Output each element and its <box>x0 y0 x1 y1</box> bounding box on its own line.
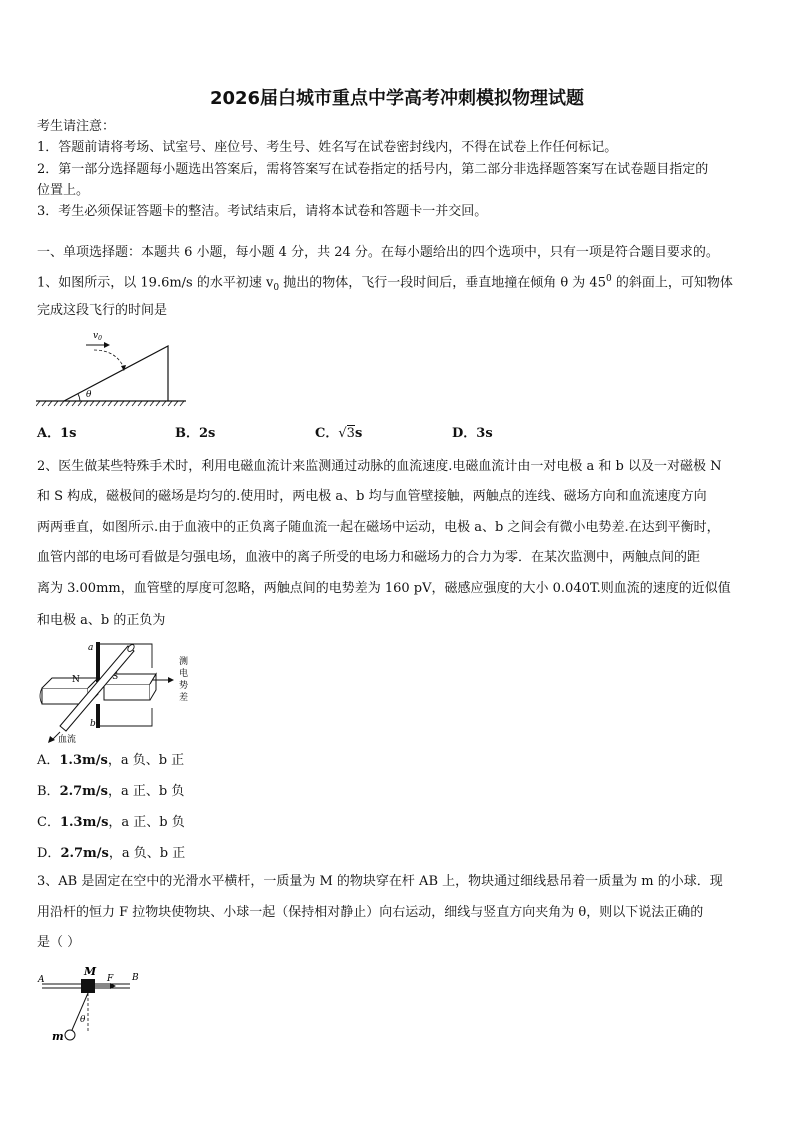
page-title: 2026届白城市重点中学高考冲刺模拟物理试题 <box>209 88 585 109</box>
block-m <box>81 979 95 993</box>
option-a[interactable]: A．1.3m/s，a 负、b 正 <box>37 753 185 768</box>
notice-item: 2．第一部分选择题每小题选出答案后，需将答案写在试卷指定的括号内，第二部分非选择题答案写在试卷题目指定的 <box>37 162 709 177</box>
q3-stem-line: 用沿杆的恒力 F 拉物块使物块、小球一起（保持相对静止）向右运动，细线与竖直方向夹角为 θ，则以下说法正确的 <box>37 905 704 920</box>
b-label: b <box>90 719 96 729</box>
ground-line <box>36 401 186 406</box>
q3-stem-line: 3、AB 是固定在空中的光滑水平横杆，一质量为 M 的物块穿在杆 AB 上，物块通过细线悬吊着一质量为 m 的小球．现 <box>37 874 723 889</box>
q1-figure <box>36 324 186 410</box>
notice-heading: 考生请注意： <box>37 119 116 134</box>
flow-label: 血流 <box>58 735 77 744</box>
q2-figure <box>38 638 196 744</box>
q2-stem-line: 离为 3.00mm，血管壁的厚度可忽略，两触点间的电势差为 160 pV，磁感应强度的大小 0.040T.则血流的速度的近似值 <box>37 581 731 596</box>
q2-stem-line: 和电极 a、b 的正负为 <box>37 613 166 628</box>
q2-stem-line: 两两垂直，如图所示.由于血液中的正负离子随血流一起在磁场中运动，电极 a、b 之间会有微小电势差.在达到平衡时， <box>37 520 720 535</box>
incline <box>64 346 168 401</box>
electrode-a <box>96 642 100 682</box>
s-label: S <box>112 672 119 682</box>
wire <box>100 708 152 726</box>
sqrt-icon: √ <box>338 426 347 441</box>
option-d[interactable]: D．3s <box>452 426 493 441</box>
magnet-s <box>104 684 150 700</box>
n-label: N <box>72 675 80 685</box>
electrode-b <box>96 704 100 728</box>
q2-stem-line: 2、医生做某些特殊手术时，利用电磁血流计来监测通过动脉的血流速度.电磁血流计由一对电极 a 和 b 以及一对磁极 N <box>37 459 722 474</box>
measure-label: 测 <box>179 657 189 667</box>
force-label: F <box>107 974 114 984</box>
q1-stem-line: 完成这段飞行的时间是 <box>37 303 168 318</box>
notice-item: 1．答题前请将考场、试室号、座位号、考生号、姓名写在试卷密封线内，不得在试卷上作任何标记。 <box>37 140 618 155</box>
mass-m-label: M <box>84 965 97 978</box>
arrowhead-icon <box>48 736 55 743</box>
option-d[interactable]: D．2.7m/s，a 负、b 正 <box>37 846 186 861</box>
option-a[interactable]: A．1s <box>37 426 77 441</box>
a-label: a <box>88 643 94 653</box>
q2-stem-line: 和 S 构成，磁极间的磁场是均匀的.使用时，两电极 a、b 均与血管壁接触，两触点的连线、磁场方向和血流速度方向 <box>37 489 707 504</box>
b-label: B <box>132 973 139 983</box>
mass-small-m-label: m <box>52 1030 64 1043</box>
q2-stem-line: 血管内部的电场可看做是匀强电场，血液中的离子所受的电场力和磁场力的合力为零．在某次监测中，两触点间的距 <box>37 550 701 565</box>
option-c[interactable]: C．1.3m/s，a 正、b 负 <box>37 815 185 830</box>
q3-stem-line: 是（ ） <box>37 935 81 950</box>
theta-label: θ <box>80 1015 86 1025</box>
measure-label: 势 <box>179 681 189 691</box>
arrowhead-icon <box>104 342 110 348</box>
q3-figure <box>34 960 146 1046</box>
notice-item: 位置上。 <box>37 183 90 198</box>
a-label: A <box>38 975 45 985</box>
v0-label: $v_0$ <box>93 331 102 342</box>
theta-label: θ <box>86 390 92 400</box>
measure-label: 差 <box>179 693 189 703</box>
measure-label: 电 <box>179 669 189 679</box>
ball-m <box>65 1030 75 1040</box>
arrowhead-icon <box>168 677 174 683</box>
trajectory-curve <box>94 350 124 368</box>
section-heading: 一、单项选择题：本题共 6 小题，每小题 4 分，共 24 分。在每小题给出的四个选项中，只有一项是符合题目要求的。 <box>37 245 719 260</box>
q1-stem-line: 1、如图所示，以 19.6m/s 的水平初速 $v_0$ 抛出的物体，飞行一段时间后，垂直地撞在倾角 θ 为 $45^0$ 的斜面上，可知物体 <box>37 274 733 293</box>
angle-arc <box>78 394 80 401</box>
option-b[interactable]: B．2.7m/s，a 正、b 负 <box>37 784 185 799</box>
notice-item: 3．考生必须保证答题卡的整洁。考试结束后，请将本试卷和答题卡一并交回。 <box>37 204 488 219</box>
option-b[interactable]: B．2s <box>175 426 216 441</box>
option-c[interactable]: C．√3s <box>315 426 363 441</box>
